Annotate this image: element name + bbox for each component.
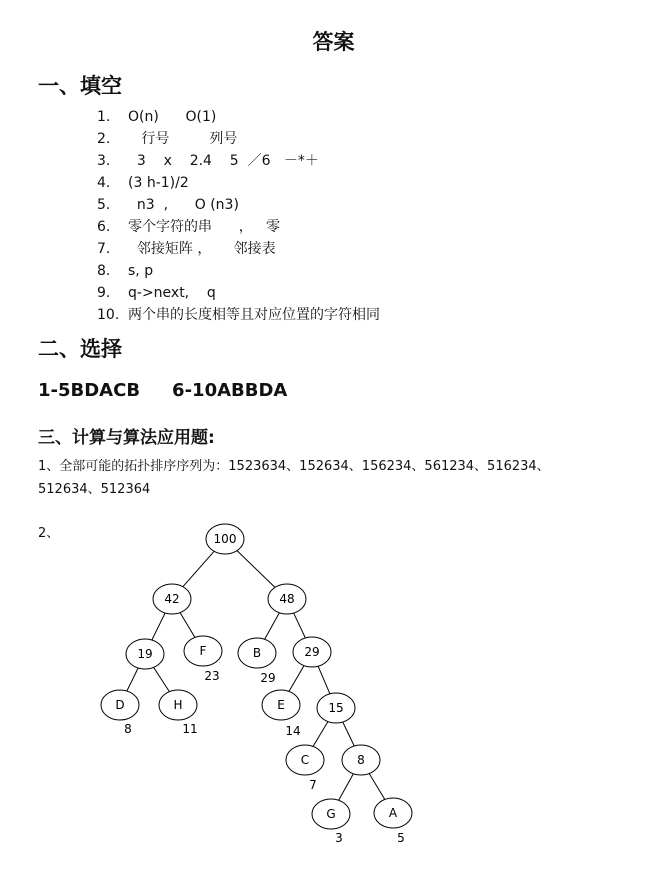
leaf-weight-label: 3 <box>335 831 343 845</box>
tree-edge <box>127 668 138 691</box>
item-answer: s, p <box>128 263 154 279</box>
leaf-weight-label: 23 <box>204 669 220 683</box>
tree-node-label: 19 <box>137 647 153 661</box>
tree-node-label: E <box>277 698 285 712</box>
tree-edge <box>369 774 385 800</box>
tree-edge <box>343 722 355 746</box>
tree-node-label: G <box>326 807 336 821</box>
leaf-weight-label: 8 <box>124 722 132 736</box>
item-number: 10. <box>97 307 120 323</box>
leaf-weight-label: 5 <box>397 831 405 845</box>
item-answer: 零个字符的串 ， 零 <box>128 219 281 235</box>
tree-node-label: H <box>173 698 183 712</box>
item-number: 2. <box>97 131 111 147</box>
tree-node-label: C <box>300 753 310 767</box>
item-number: 5. <box>97 197 111 213</box>
item-answer: n3 , O (n3) <box>128 197 239 213</box>
item-number: 7. <box>97 241 111 257</box>
item-answer: (3 h-1)/2 <box>128 175 189 191</box>
leaf-weight-label: 14 <box>285 724 301 738</box>
tree-edge <box>313 722 328 747</box>
tree-node-label: B <box>252 646 262 660</box>
item-answer: q->next, q <box>128 285 216 301</box>
tree-edge <box>339 774 354 801</box>
item-number: 9. <box>97 285 111 301</box>
tree-node-label: 48 <box>279 592 295 606</box>
item-number: 8. <box>97 263 111 279</box>
choice-answers-1-5: 1-5BDACB <box>38 380 141 401</box>
tree-node-label: F <box>199 644 207 658</box>
section-heading-fill-blank: 一、填空 <box>38 74 122 98</box>
tree-node-label: 42 <box>164 592 180 606</box>
tree-edge <box>152 613 165 640</box>
tree-edge <box>265 613 280 640</box>
tree-node-label: D <box>115 698 125 712</box>
q2-label: 2、 <box>38 526 60 541</box>
item-answer: O(n) O(1) <box>128 109 217 125</box>
q1-answer-line1: 1、全部可能的拓扑排序序列为：1523634、152634、156234、561234、516234、 <box>38 459 550 474</box>
tree-edge <box>180 613 195 638</box>
tree-node-label: 8 <box>357 753 365 767</box>
tree-edge <box>318 666 330 694</box>
tree-edge <box>154 667 170 691</box>
item-number: 3. <box>97 153 111 169</box>
tree-node-label: A <box>388 806 398 820</box>
q1-answer-line2: 512634、512364 <box>38 482 151 497</box>
item-number: 4. <box>97 175 111 191</box>
tree-node-label: 100 <box>213 532 237 546</box>
item-answer: 3 x 2.4 5 ／6 －*＋ <box>128 153 319 169</box>
choice-answers-6-10: 6-10ABBDA <box>172 380 288 401</box>
section-heading-calculation: 三、计算与算法应用题: <box>38 428 215 448</box>
page-title: 答案 <box>312 30 355 54</box>
item-answer: 行号 列号 <box>128 131 238 147</box>
item-number: 1. <box>97 109 111 125</box>
item-number: 6. <box>97 219 111 235</box>
tree-node-label: 29 <box>304 645 320 659</box>
tree-edge <box>237 551 275 588</box>
leaf-weight-label: 11 <box>182 722 198 736</box>
tree-edge <box>289 666 304 692</box>
section-heading-choice: 二、选择 <box>38 337 122 361</box>
tree-edge <box>294 613 306 638</box>
leaf-weight-label: 29 <box>260 671 276 685</box>
item-answer: 两个串的长度相等且对应位置的字符相同 <box>128 307 380 323</box>
item-answer: 邻接矩阵 ， 邻接表 <box>128 241 276 257</box>
tree-node-label: 15 <box>328 701 344 715</box>
leaf-weight-label: 7 <box>309 778 317 792</box>
tree-edge <box>183 551 214 586</box>
